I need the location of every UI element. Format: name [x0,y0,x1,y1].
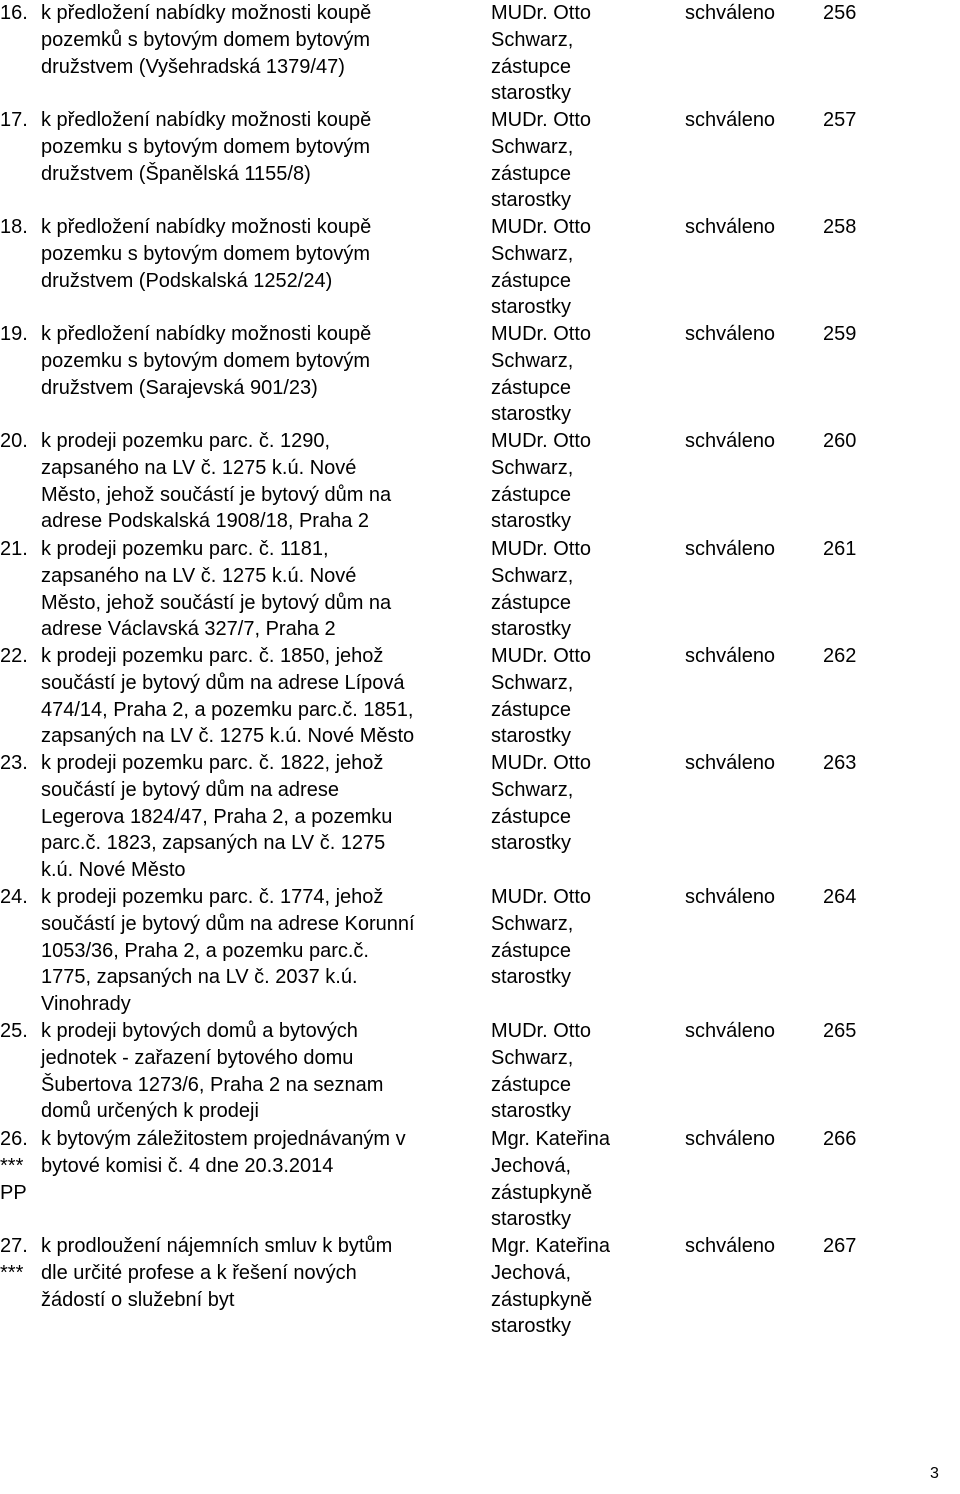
item-description: k prodeji bytových domů a bytových jednotek - zařazení bytového domu Šubertova 1273/6, Praha 2 na seznam domů určených k prodeji [41,1020,384,1123]
item-resolution-number: 259 [823,323,857,345]
item-result: schváleno [685,1128,776,1150]
item-result: schváleno [685,2,776,24]
item-result: schváleno [685,538,776,560]
item-result: schváleno [685,886,776,908]
item-presenter: MUDr. Otto Schwarz, zástupce starostky [491,886,592,989]
item-description: k předložení nabídky možnosti koupě pozemků s bytovým domem bytovým družstvem (Vyšehradská 1379/47) [41,2,372,78]
item-description: k bytovým záležitostem projednávaným v bytové komisi č. 4 dne 20.3.2014 [41,1128,406,1177]
item-presenter: MUDr. Otto Schwarz, zástupce starostky [491,538,592,641]
item-presenter: MUDr. Otto Schwarz, zástupce starostky [491,216,592,319]
item-resolution-number: 266 [823,1128,857,1150]
item-resolution-number: 256 [823,2,857,24]
item-description: k prodeji pozemku parc. č. 1774, jehož součástí je bytový dům na adrese Korunní 1053/36, Praha 2, a pozemku parc.č. 1775, zapsaných na LV č. 2037 k.ú. Vinohrady [41,886,415,1016]
item-result: schváleno [685,109,776,131]
item-result: schváleno [685,645,776,667]
item-resolution-number: 264 [823,886,857,908]
item-presenter: MUDr. Otto Schwarz, zástupce starostky [491,109,592,212]
item-resolution-number: 257 [823,109,857,131]
item-presenter: Mgr. Kateřina Jechová, zástupkyně starostky [491,1128,610,1231]
item-result: schváleno [685,216,776,238]
item-number: 17. [0,109,28,131]
item-result: schváleno [685,1235,776,1257]
item-number: 24. [0,886,28,908]
item-resolution-number: 263 [823,752,857,774]
item-number: 19. [0,323,28,345]
item-number: 25. [0,1020,28,1042]
item-result: schváleno [685,1020,776,1042]
item-number: 18. [0,216,28,238]
item-resolution-number: 267 [823,1235,857,1257]
item-description: k prodeji pozemku parc. č. 1850, jehož součástí je bytový dům na adrese Lípová 474/14, Praha 2, a pozemku parc.č. 1851, zapsaných na LV č. 1275 k.ú. Nové Město [41,645,415,748]
item-number: 22. [0,645,28,667]
item-number: 23. [0,752,28,774]
item-resolution-number: 261 [823,538,857,560]
item-presenter: MUDr. Otto Schwarz, zástupce starostky [491,2,592,105]
item-resolution-number: 262 [823,645,857,667]
item-number: 20. [0,430,28,452]
item-resolution-number: 265 [823,1020,857,1042]
item-description: k prodeji pozemku parc. č. 1181, zapsaného na LV č. 1275 k.ú. Nové Město, jehož součástí je bytový dům na adrese Václavská 327/7, Praha 2 [41,538,392,641]
item-number: 16. [0,2,28,24]
item-presenter: MUDr. Otto Schwarz, zástupce starostky [491,645,592,748]
item-presenter: MUDr. Otto Schwarz, zástupce starostky [491,1020,592,1123]
item-number: 21. [0,538,28,560]
item-description: k prodeji pozemku parc. č. 1822, jehož součástí je bytový dům na adrese Legerova 1824/47, Praha 2, a pozemku parc.č. 1823, zapsaných na LV č. 1275 k.ú. Nové Město [41,752,393,882]
item-presenter: Mgr. Kateřina Jechová, zástupkyně starostky [491,1235,610,1338]
item-description: k předložení nabídky možnosti koupě pozemku s bytovým domem bytovým družstvem (Sarajevská 901/23) [41,323,372,399]
item-result: schváleno [685,752,776,774]
item-resolution-number: 258 [823,216,857,238]
item-number: 27. *** [0,1235,28,1284]
item-presenter: MUDr. Otto Schwarz, zástupce starostky [491,323,592,426]
item-description: k předložení nabídky možnosti koupě pozemku s bytovým domem bytovým družstvem (Podskalská 1252/24) [41,216,372,292]
item-description: k prodeji pozemku parc. č. 1290, zapsaného na LV č. 1275 k.ú. Nové Město, jehož součástí je bytový dům na adrese Podskalská 1908/18, Praha 2 [41,430,392,533]
item-resolution-number: 260 [823,430,857,452]
page-number: 3 [930,1465,939,1482]
item-presenter: MUDr. Otto Schwarz, zástupce starostky [491,752,592,855]
item-presenter: MUDr. Otto Schwarz, zástupce starostky [491,430,592,533]
item-result: schváleno [685,430,776,452]
item-number: 26. *** PP [0,1128,28,1204]
item-result: schváleno [685,323,776,345]
item-description: k prodloužení nájemních smluv k bytům dle určité profese a k řešení nových žádostí o služební byt [41,1235,393,1311]
item-description: k předložení nabídky možnosti koupě pozemku s bytovým domem bytovým družstvem (Španělská 1155/8) [41,109,372,185]
